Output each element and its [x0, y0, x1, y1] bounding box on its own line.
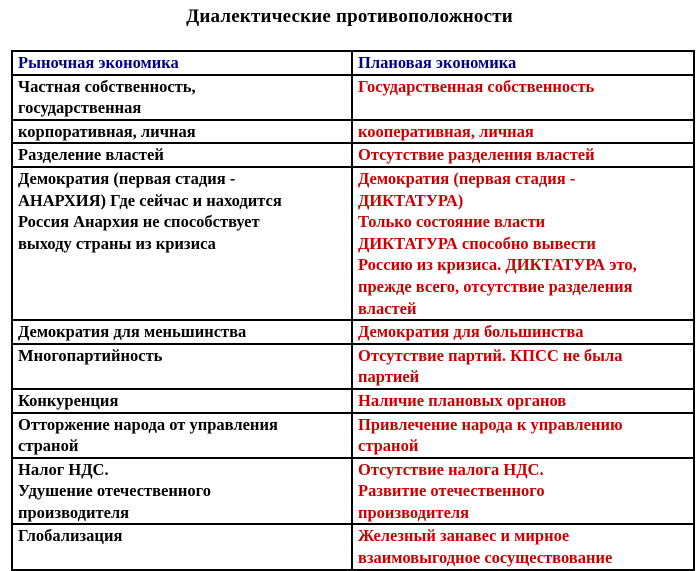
table-row [12, 167, 694, 320]
market-cell: Многопартийность [12, 344, 352, 389]
page-title: Диалектические противоположности [186, 6, 513, 27]
table-row [12, 458, 694, 525]
table-header-row [12, 51, 694, 75]
planned-cell: Отсутствие налога НДС. Развитие отечественного производителя [352, 458, 694, 525]
market-cell: Демократия (первая стадия - АНАРХИЯ) Где сейчас и находится Россия Анархия не способствует выходу страны из кризиса [12, 167, 352, 320]
table-row [12, 524, 694, 569]
market-cell: Отторжение народа от управления страной [12, 413, 352, 458]
planned-cell: Демократия для большинства [352, 320, 694, 344]
header-market-economy: Рыночная экономика [12, 51, 352, 75]
planned-cell: Привлечение народа к управлению страной [352, 413, 694, 458]
table-row [12, 320, 694, 344]
planned-cell: Демократия (первая стадия - ДИКТАТУРА) Только состояние власти ДИКТАТУРА способно вывести Россию из кризиса. ДИКТАТУРА это, прежде всего, отсутствие разделения властей [352, 167, 694, 320]
market-cell: Демократия для меньшинства [12, 320, 352, 344]
table-row [12, 389, 694, 413]
table-row [12, 143, 694, 167]
planned-cell: Отсутствие партий. КПСС не была партией [352, 344, 694, 389]
comparison-table [11, 50, 695, 571]
planned-cell: Железный занавес и мирное взаимовыгодное сосуществование [352, 524, 694, 569]
table-row [12, 75, 694, 120]
market-cell: Конкуренция [12, 389, 352, 413]
header-planned-economy: Плановая экономика [352, 51, 694, 75]
market-cell: Разделение властей [12, 143, 352, 167]
market-cell: Глобализация [12, 524, 352, 569]
market-cell: корпоративная, личная [12, 120, 352, 144]
planned-cell: Наличие плановых органов [352, 389, 694, 413]
table-row [12, 413, 694, 458]
market-cell: Налог НДС. Удушение отечественного производителя [12, 458, 352, 525]
planned-cell: Государственная собственность [352, 75, 694, 120]
planned-cell: Отсутствие разделения властей [352, 143, 694, 167]
planned-cell: кооперативная, личная [352, 120, 694, 144]
table-row [12, 344, 694, 389]
table-row [12, 120, 694, 144]
market-cell: Частная собственность, государственная [12, 75, 352, 120]
